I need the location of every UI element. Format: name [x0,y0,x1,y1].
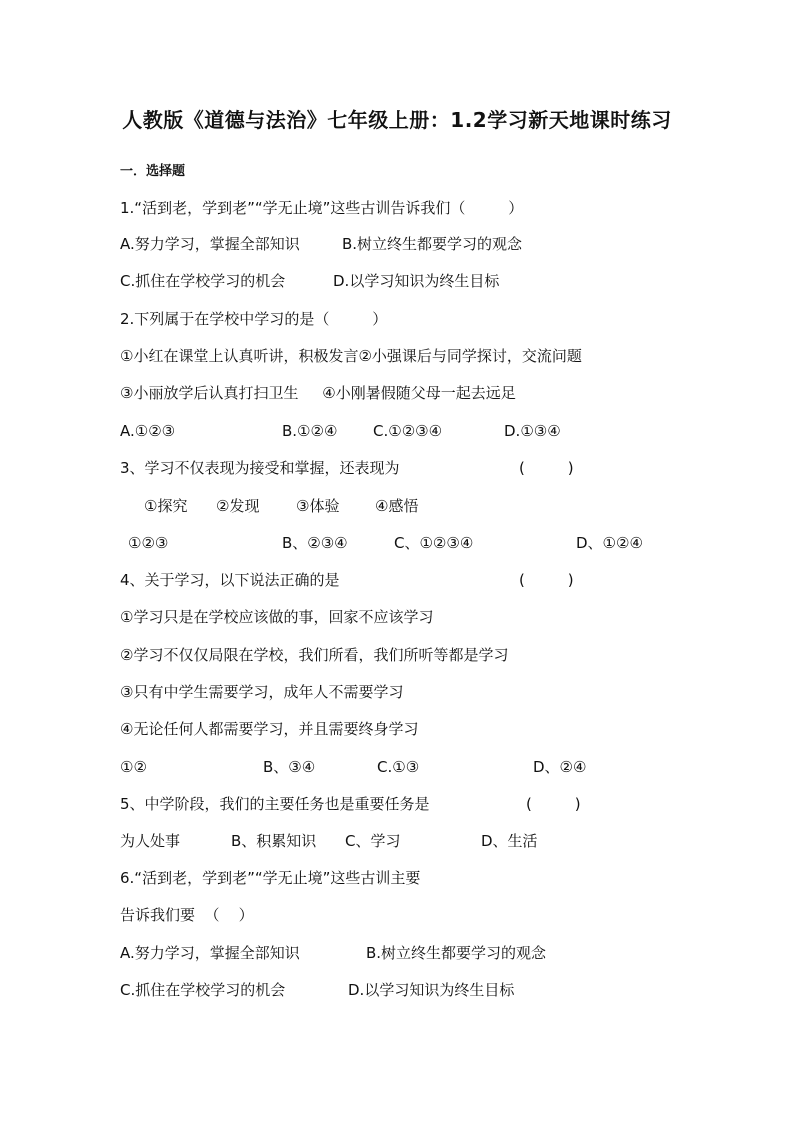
question-5-options-row [0,831,794,851]
question-2-items-line-1: ①小红在课堂上认真听讲，积极发言②小强课后与同学探讨，交流问题 [120,347,582,365]
question-3-item-1: ①探究 [144,497,188,515]
question-3-answer-blank: ( ) [519,459,574,477]
question-1-option-d: D.以学习知识为终生目标 [333,272,500,290]
question-4-option-d: D、②④ [533,758,587,776]
question-4-statement-3: ③只有中学生需要学习，成年人不需要学习 [120,683,404,701]
question-2-stem: 2.下列属于在学校中学习的是（ ） [120,310,388,328]
question-3-item-3: ③体验 [296,497,340,515]
question-6-option-c: C.抓住在学校学习的机会 [120,981,286,999]
question-3-option-c: C、①②③④ [394,534,474,552]
question-4-option-a: ①② [120,758,147,776]
question-6-option-d: D.以学习知识为终生目标 [348,981,515,999]
question-2-items-line-2: ③小丽放学后认真打扫卫生 ④小刚暑假随父母一起去远足 [120,384,516,402]
question-5-answer-blank: ( ) [526,795,581,813]
question-2-options-row [0,421,794,441]
question-1-options-row-2 [0,271,794,291]
question-6-option-b: B.树立终生都要学习的观念 [366,944,547,962]
question-2-option-c: C.①②③④ [373,422,443,440]
question-5-stem-row [0,794,794,814]
question-1-option-a: A.努力学习，掌握全部知识 [120,235,300,253]
question-3-options-row [0,533,794,553]
question-2-option-b: B.①②④ [282,422,338,440]
question-1-stem: 1.“活到老，学到老”“学无止境”这些古训告诉我们（ ） [120,199,524,217]
question-6-stem-line-1: 6.“活到老，学到老”“学无止境”这些古训主要 [120,869,421,887]
question-6-option-a: A.努力学习，掌握全部知识 [120,944,300,962]
question-3-option-a: ①②③ [128,534,169,552]
question-4-options-row [0,757,794,777]
question-4-statement-2: ②学习不仅仅局限在学校，我们所看，我们所听等都是学习 [120,646,509,664]
question-5-stem: 5、中学阶段，我们的主要任务也是重要任务是 [120,795,430,813]
question-6-options-row-1 [0,943,794,963]
question-3-option-d: D、①②④ [576,534,643,552]
question-4-option-b: B、③④ [263,758,316,776]
question-1-option-b: B.树立终生都要学习的观念 [342,235,523,253]
question-4-statement-1: ①学习只是在学校应该做的事，回家不应该学习 [120,608,434,626]
question-4-stem-row [0,570,794,590]
question-4-answer-blank: ( ) [519,571,574,589]
document-title: 人教版《道德与法治》七年级上册：1.2学习新天地课时练习 [122,108,672,132]
question-4-stem: 4、关于学习，以下说法正确的是 [120,571,340,589]
question-6-options-row-2 [0,980,794,1000]
question-5-option-d: D、生活 [481,832,538,850]
section-heading: 一．选择题 [120,164,186,179]
question-1-options-row-1 [0,234,794,254]
question-2-option-a: A.①②③ [120,422,176,440]
question-6-stem-line-2: 告诉我们要 （ ） [120,906,254,924]
question-4-statement-4: ④无论任何人都需要学习，并且需要终身学习 [120,720,419,738]
question-3-option-b: B、②③④ [282,534,348,552]
question-1-option-c: C.抓住在学校学习的机会 [120,272,286,290]
question-5-option-a: 为人处事 [120,832,181,850]
question-3-item-4: ④感悟 [375,497,419,515]
question-3-stem-row [0,458,794,478]
question-5-option-b: B、积累知识 [231,832,317,850]
question-5-option-c: C、学习 [345,832,401,850]
question-3-items-row [0,496,794,516]
question-3-stem: 3、学习不仅表现为接受和掌握，还表现为 [120,459,400,477]
question-3-item-2: ②发现 [216,497,260,515]
question-2-option-d: D.①③④ [504,422,561,440]
question-4-option-c: C.①③ [377,758,420,776]
